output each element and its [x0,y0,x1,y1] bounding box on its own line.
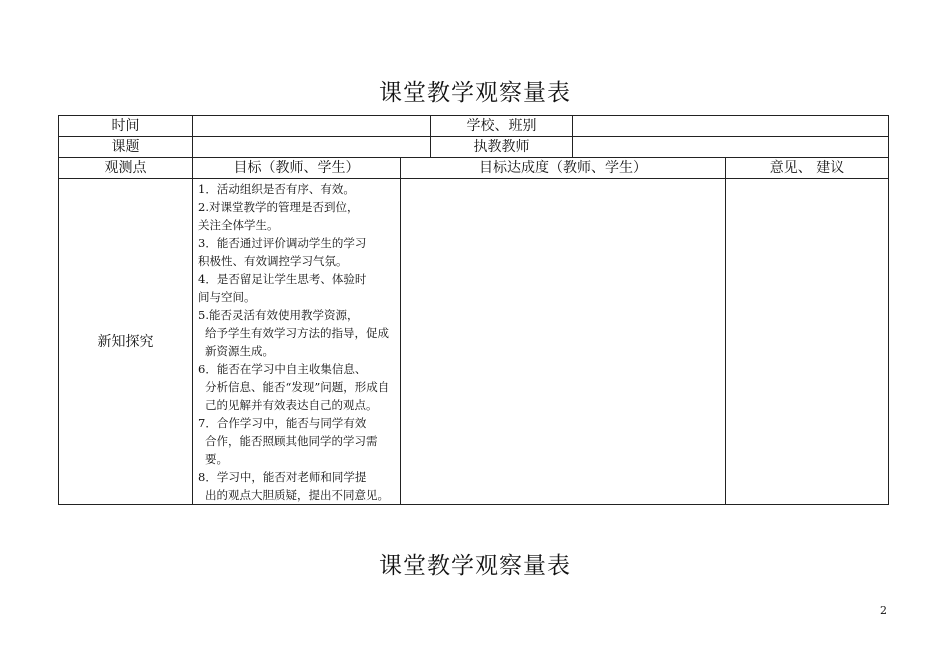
goal-item [198,468,397,504]
teacher-label: 执教教师 [431,137,573,158]
header-goal: 目标（教师、学生） [193,158,401,179]
table-row-topic [59,137,889,158]
goal-item-text: 分析信息、能否“发现”问题，形成自己的见解并有效表达自己的观点。 [205,380,390,412]
goal-item [198,414,397,468]
goal-item-text: 合作，能否照顾其他同学的学习需要。 [205,434,378,466]
second-page-title: 课堂教学观察量表 [379,553,571,579]
goal-item-text: 7．合作学习中，能否与同学有效 [198,416,367,430]
goal-item-text: 8．学习中，能否对老师和同学提 [198,470,367,484]
page-title: 课堂教学观察量表 [379,80,571,106]
goal-item [198,270,397,306]
goal-item-text: 2.对课堂教学的管理是否到位， [198,200,359,214]
school-value-cell [573,116,889,137]
time-label: 时间 [59,116,193,137]
observation-table [58,115,889,505]
goal-item [198,306,397,360]
header-achievement: 目标达成度（教师、学生） [401,158,726,179]
table-row-time [59,116,889,137]
goal-item-text: 关注全体学生。 [198,218,279,232]
table-header-row [59,158,889,179]
topic-value-cell [193,137,431,158]
goal-item-text: 5.能否灵活有效使用教学资源， [198,308,359,322]
school-label: 学校、班别 [431,116,573,137]
header-opinion: 意见、 建议 [726,158,889,179]
goal-item [198,234,397,270]
goal-item-text: 1．活动组织是否有序、有效。 [198,182,355,196]
page-number: 2 [880,604,887,617]
goal-list [193,179,401,505]
header-point: 观测点 [59,158,193,179]
goal-item [198,198,397,234]
achievement-cell [401,179,726,505]
topic-label: 课题 [59,137,193,158]
goal-item-text: 6．能否在学习中自主收集信息、 [198,362,367,376]
goal-item-text: 4．是否留足让学生思考、体验时 [198,272,367,286]
teacher-value-cell [573,137,889,158]
table-row [59,179,889,505]
opinion-cell [726,179,889,505]
goal-item-text: 3．能否通过评价调动学生的学习 [198,236,367,250]
time-value-cell [193,116,431,137]
goal-item [198,360,397,414]
goal-item-text: 出的观点大胆质疑，提出不同意见。 [205,488,389,502]
goal-item-text: 给予学生有效学习方法的指导，促成新资源生成。 [205,326,389,358]
goal-item-text: 积极性、有效调控学习气氛。 [198,254,348,268]
observation-point: 新知探究 [59,179,193,505]
goal-item-text: 间与空间。 [198,290,256,304]
goal-item [198,180,397,198]
